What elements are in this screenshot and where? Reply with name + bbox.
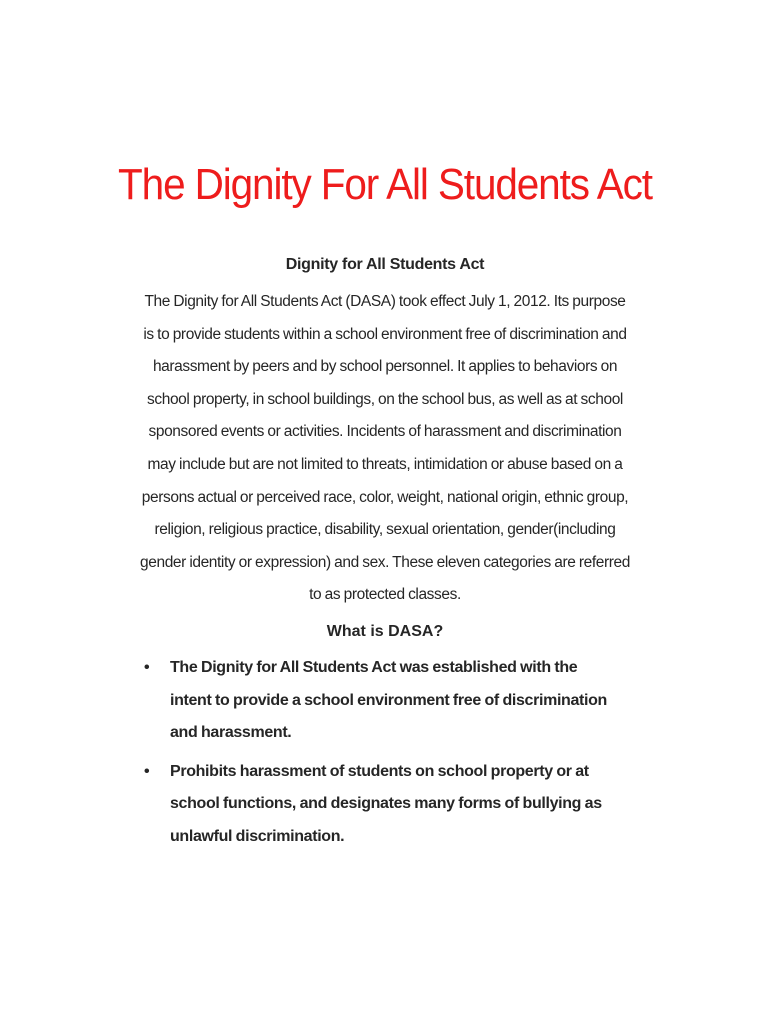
section-heading: What is DASA? (326, 622, 444, 640)
bullet-list (140, 652, 620, 854)
bullet-text: Prohibits harassment of students on school property or at school functions, and designates many forms of bullying as unlawful discrimination. (170, 762, 602, 845)
document-body (140, 252, 630, 860)
page-title: The Dignity For All Students Act (118, 160, 652, 209)
subheading: Dignity for All Students Act (285, 256, 485, 273)
bullet-icon: • (144, 658, 150, 676)
bullet-text: The Dignity for All Students Act was established with the intent to provide a school environment free of discrimination and harassment. (170, 658, 607, 742)
list-item (140, 652, 620, 750)
intro-paragraph: The Dignity for All Students Act (DASA) took effect July 1, 2012. Its purpose is to provide students within a school environment free of discrimination and harassment by peers and by school personnel. It applies to behaviors on school property, in school buildings, on the school bus, as well as at school sponsored events or activities. Incidents of harassment and discrimination may include but are not limited to threats, intimidation or abuse based on a persons actual or perceived race, color, weight, national origin, ethnic group, religion, religious practice, disability, sexual orientation, gender(including gender identity or expression) and sex. These eleven categories are referred to as protected classes. (140, 293, 630, 604)
bullet-icon: • (144, 762, 150, 780)
list-item (140, 756, 620, 854)
